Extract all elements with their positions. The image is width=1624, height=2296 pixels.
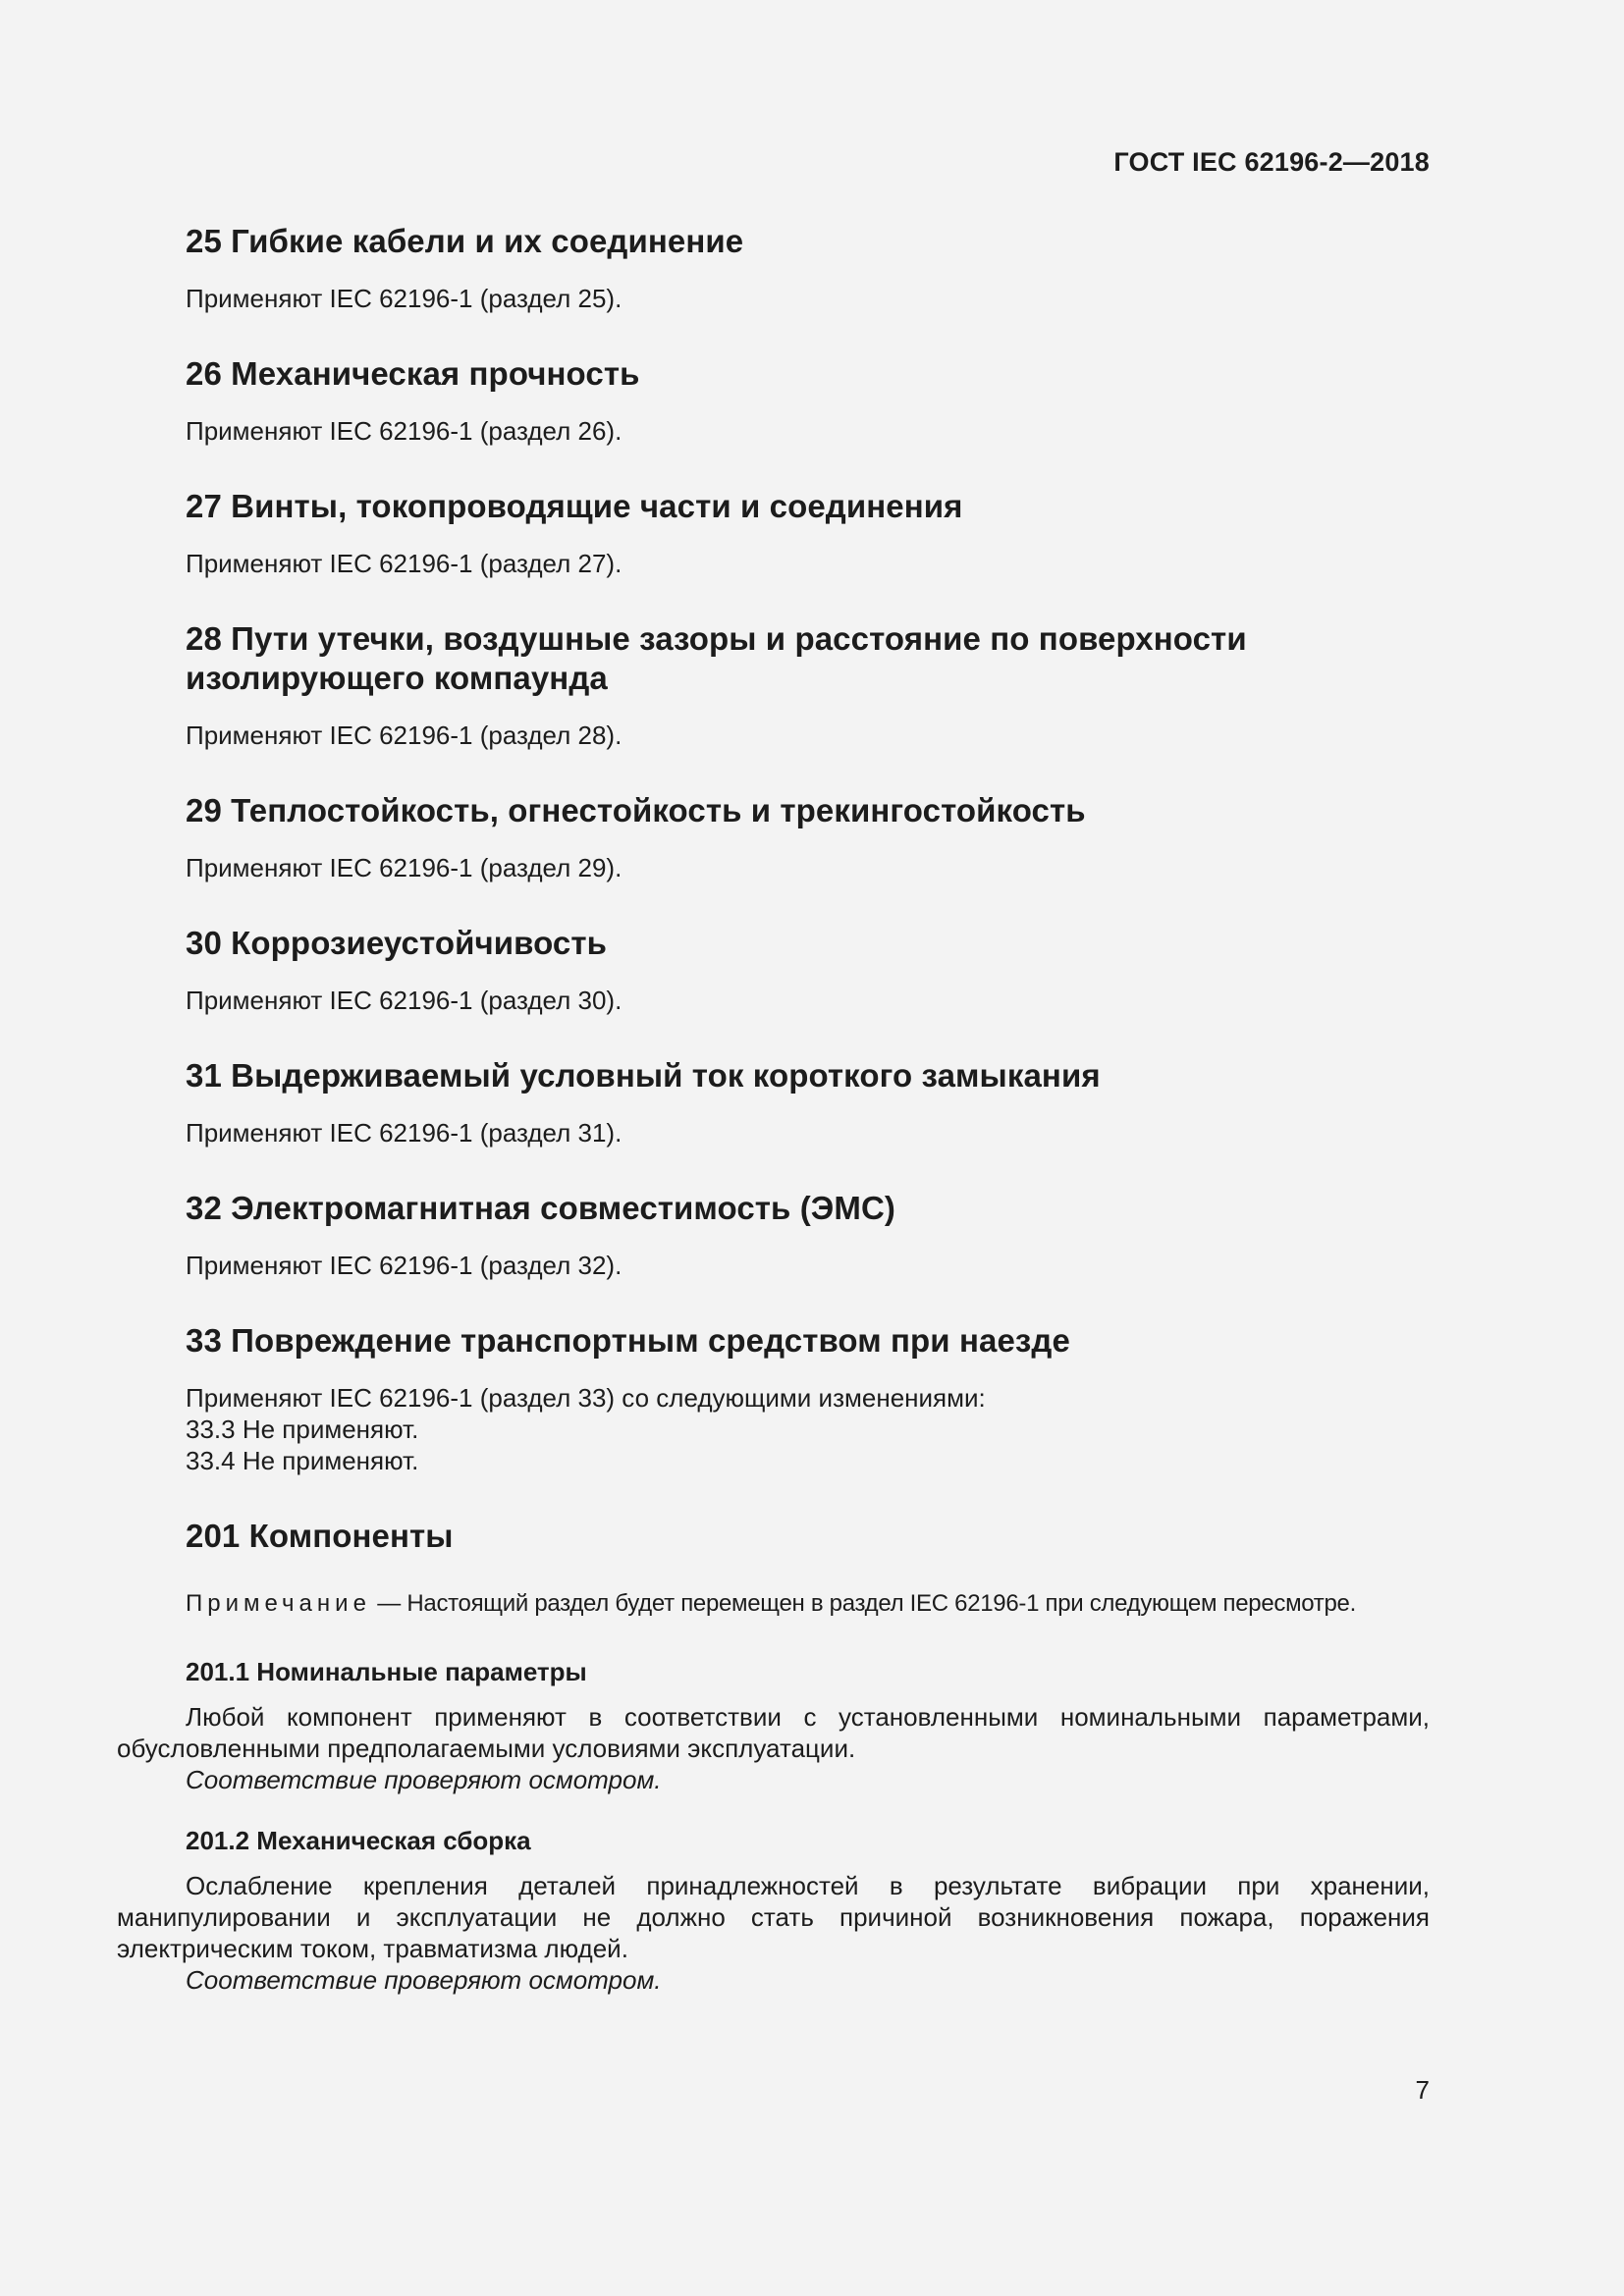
page-content [117,222,1430,1996]
section-text: Применяют IEC 62196-1 (раздел 31). [186,1118,623,1148]
note [186,1589,1430,1619]
section-heading: 33 Повреждение транспортным средством при наезде [186,1322,1070,1359]
note-dash: — [370,1590,407,1617]
subsection-heading: 201.1 Номинальные параметры [186,1657,587,1686]
section-text: Применяют IEC 62196-1 (раздел 32). [186,1251,623,1280]
section-25 [186,222,1430,314]
section-heading-line: 28 Пути утечки, воздушные зазоры и расстояние по поверхности [186,620,1247,657]
section-heading: 26 Механическая прочность [186,355,640,392]
section-heading: 25 Гибкие кабели и их соединение [186,223,744,259]
section-26 [186,354,1430,447]
section-33 [186,1321,1430,1476]
section-heading: 29 Теплостойкость, огнестойкость и трекингостойкость [186,792,1086,828]
section-30 [186,924,1430,1016]
section-text: 33.4 Не применяют. [186,1446,419,1475]
document-code: ГОСТ IEC 62196-2—2018 [1113,147,1430,177]
section-heading: 32 Электромагнитная совместимость (ЭМС) [186,1190,895,1226]
section-31 [186,1056,1430,1148]
subsection-heading: 201.2 Механическая сборка [186,1826,531,1855]
section-text: Применяют IEC 62196-1 (раздел 26). [186,416,623,446]
section-text: Применяют IEC 62196-1 (раздел 27). [186,549,623,578]
subsection-201-2 [117,1825,1430,1996]
section-heading: 27 Винты, токопроводящие части и соединения [186,488,963,524]
note-label: Примечание [186,1590,371,1617]
subsection-201-1 [117,1656,1430,1795]
section-text: Применяют IEC 62196-1 (раздел 29). [186,853,623,882]
section-text: Применяют IEC 62196-1 (раздел 30). [186,986,623,1015]
page-number: 7 [1415,2075,1430,2105]
section-heading [186,619,1430,698]
section-text: Применяют IEC 62196-1 (раздел 25). [186,284,623,313]
section-201 [186,1517,1430,1556]
section-32 [186,1189,1430,1281]
section-text: Применяют IEC 62196-1 (раздел 28). [186,721,623,750]
section-27 [186,487,1430,579]
section-28 [186,619,1430,751]
section-heading: 201 Компоненты [186,1518,454,1554]
section-text: Применяют IEC 62196-1 (раздел 33) со следующими изменениями: [186,1383,986,1413]
section-text: 33.3 Не применяют. [186,1415,419,1444]
compliance-note: Соответствие проверяют осмотром. [186,1965,662,1995]
section-heading-line: изолирующего компаунда [186,660,608,696]
subsection-paragraph: Ослабление крепления деталей принадлежностей в результате вибрации при хранении, манипулировании и эксплуатации не должно стать причиной возникновения пожара, поражения электрическим током, травматизма людей. [117,1871,1430,1963]
section-heading: 31 Выдерживаемый условный ток короткого замыкания [186,1057,1101,1094]
section-29 [186,791,1430,883]
section-heading: 30 Коррозиеустойчивость [186,925,607,961]
compliance-note: Соответствие проверяют осмотром. [186,1765,662,1794]
subsection-paragraph: Любой компонент применяют в соответствии с установленными номинальными параметрами, обусловленными предполагаемыми условиями эксплуатации. [117,1702,1430,1763]
note-text: Настоящий раздел будет перемещен в раздел IEC 62196-1 при следующем пересмотре. [406,1590,1356,1617]
